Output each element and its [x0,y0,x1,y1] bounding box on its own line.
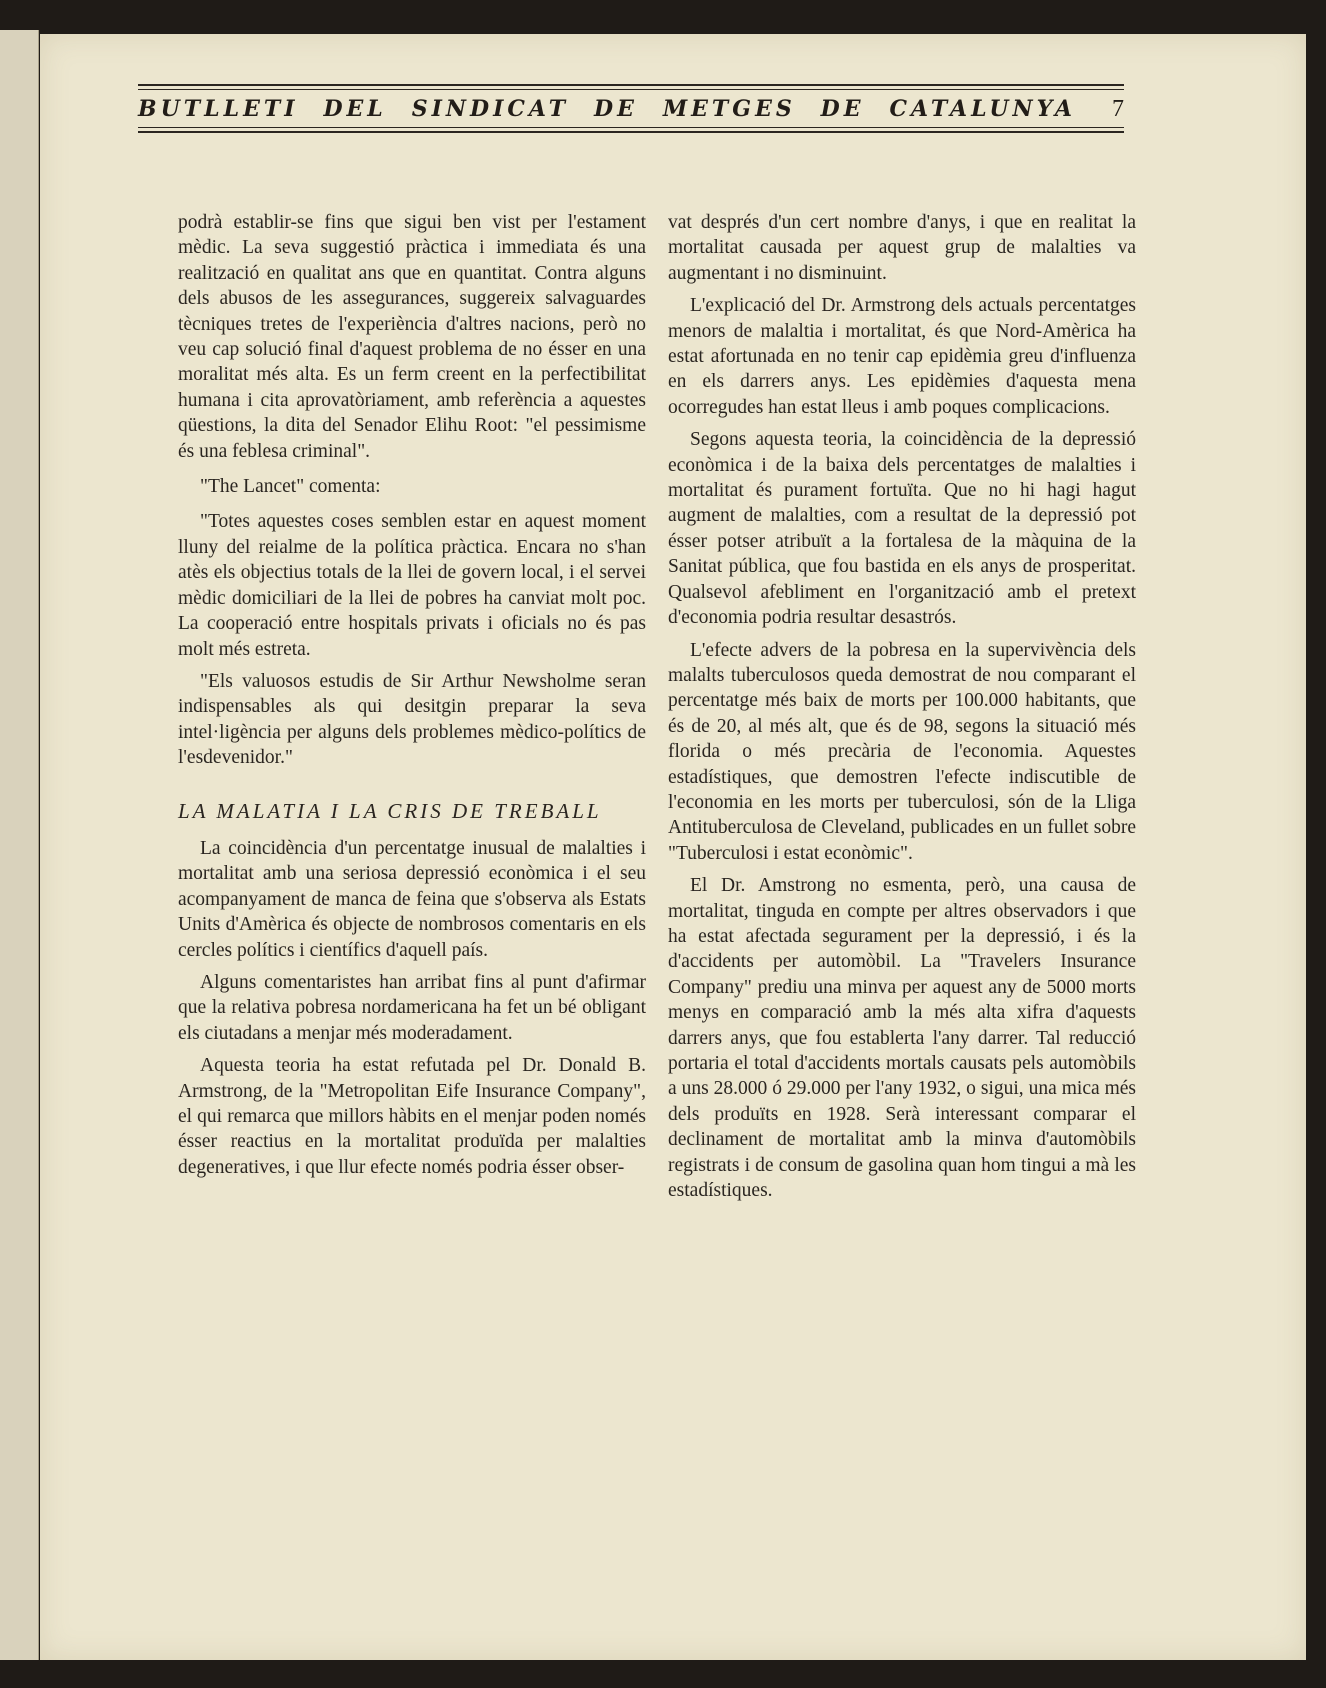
paragraph: "Totes aquestes coses semblen estar en aquest moment lluny del reialme de la política pràctica. Encara no s'han atès els objectius totals de la llei de govern local, i el servei mèdic domiciliari de la llei de pobres ha canviat molt poc. La cooperació entre hospitals privats i oficials no és pas molt més estreta. [178,511,646,660]
paragraph: Segons aquesta teoria, la coincidència de la depressió econòmica i de la baixa dels percentatges de malalties i mortalitat és purament fortuïta. Que no hi hagi hagut augment de malalties, com a resultat de la depressió pot ésser potser atribuït a la fortalesa de la màquina de la Sanitat pública, que fou bastida en els anys de prosperitat. Qualsevol afebliment en l'organització amb el pretext d'economia podria resultar desastrós. [668,429,1136,629]
previous-page-edge [0,30,39,1660]
paragraph: "The Lancet" comenta: [200,476,381,498]
running-header [138,84,1124,133]
journal-title-words [138,96,1076,122]
section-heading: LA MALATIA I LA CRIS DE TREBALL [178,798,602,823]
header-top-rule-thin [138,89,1124,90]
paragraph: Alguns comentaristes han arribat fins al punt d'afirmar que la relativa pobresa nordamericana ha fet un bé obligant els ciutadans a menjar més moderadament. [178,971,646,1044]
paragraph: podrà establir-se fins que sigui ben vist per l'estament mèdic. La seva suggestió pràctica i immediata és una realització en qualitat ans que en quantitat. Contra alguns dels abusos de les assegurances, suggereix salvaguardes tècniques tretes de l'experiència d'altres nacions, però no veu cap solució final d'aquest problema de no ésser en una moralitat més alta. Es un ferm creent en la perfectibilitat humana i cita aprovatòriament, amb referència a aquestes qüestions, la dita del Senador Elihu Root: "el pessimisme és una feblesa criminal". [178,212,646,462]
title-word: CATALUNYA [889,96,1076,122]
paragraph: Aquesta teoria ha estat refutada pel Dr. Donald B. Armstrong, de la "Metropolitan Eife Insurance Company", el qui remarca que millors hàbits en el menjar poden només ésser reactius en la mortalitat produïda per malalties degeneratives, i que llur efecte només podria ésser obser- [178,1055,646,1178]
journal-title [138,96,1124,123]
title-word: DE [820,96,865,122]
right-column [668,210,1136,1210]
header-top-rule [138,84,1124,86]
title-word: DEL [323,96,387,122]
paragraph: vat després d'un cert nombre d'anys, i que en realitat la mortalitat causada per aquest grup de malalties va augmentant i no disminuint. [668,212,1136,284]
paragraph: El Dr. Amstrong no esmenta, però, una causa de mortalitat, tinguda en compte per altres observadors i que ha estat afectada segurament per la depressió, i és la d'accidents per automòbil. La "Travelers Insurance Company" prediu una minva per aquest any de 5000 morts menys en comparació amb la més alta xifra d'aquests darrers anys, que fou establerta l'any darrer. Tal reducció portaria el total d'accidents mortals causats pels automòbils a uns 28.000 ó 29.000 per l'any 1932, o sigui, una mica més dels produïts en 1928. Serà interessant comparar el declinament de mortalitat amb la minva d'automòbils registrats i de consum de gasolina quan hom tingui a mà les estadístiques. [668,875,1136,1202]
header-bottom-rule [138,131,1124,133]
paragraph: L'efecte advers de la pobresa en la supervivència dels malalts tuberculosos queda demostrat de nou comparant el percentatge més baix de morts per 100.000 habitants, que és de 20, al més alt, que és de 98, segons la situació més florida o més precària de l'economia. Aquestes estadístiques, que demostren l'efecte indiscutible de l'economia en les morts per tuberculosi, són de la Lliga Antituberculosa de Cleveland, publicades en un fullet sobre "Tuberculosi i estat econòmic". [668,639,1136,864]
header-bottom-rule-thin [138,127,1124,128]
paragraph: L'explicació del Dr. Armstrong dels actuals percentatges menors de malaltia i mortalitat, és que Nord-Amèrica ha estat afortunada en no tenir cap epidèmia greu d'influenza en els darrers anys. Les epidèmies d'aquesta mena ocorregudes han estat lleus i amb poques complicacions. [668,295,1136,418]
page-number: 7 [1112,96,1124,122]
title-word: DE [594,96,638,122]
paragraph: "Els valuosos estudis de Sir Arthur Newsholme seran indispensables als qui desitgin preparar la seva intel·ligència per alguns dels problemes mèdico-polítics de l'esdevenidor." [178,670,646,769]
title-word: BUTLLETI [138,96,299,122]
title-word: METGES [662,96,796,122]
title-word: SINDICAT [411,96,570,122]
paragraph: La coincidència d'un percentatge inusual de malalties i mortalitat amb una seriosa depressió econòmica i el seu acompanyament de manca de feina que s'observa als Estats Units d'Amèrica és objecte de nombrosos comentaris en els cercles polítics i científics d'aquell país. [178,837,646,961]
left-column [178,210,646,1187]
